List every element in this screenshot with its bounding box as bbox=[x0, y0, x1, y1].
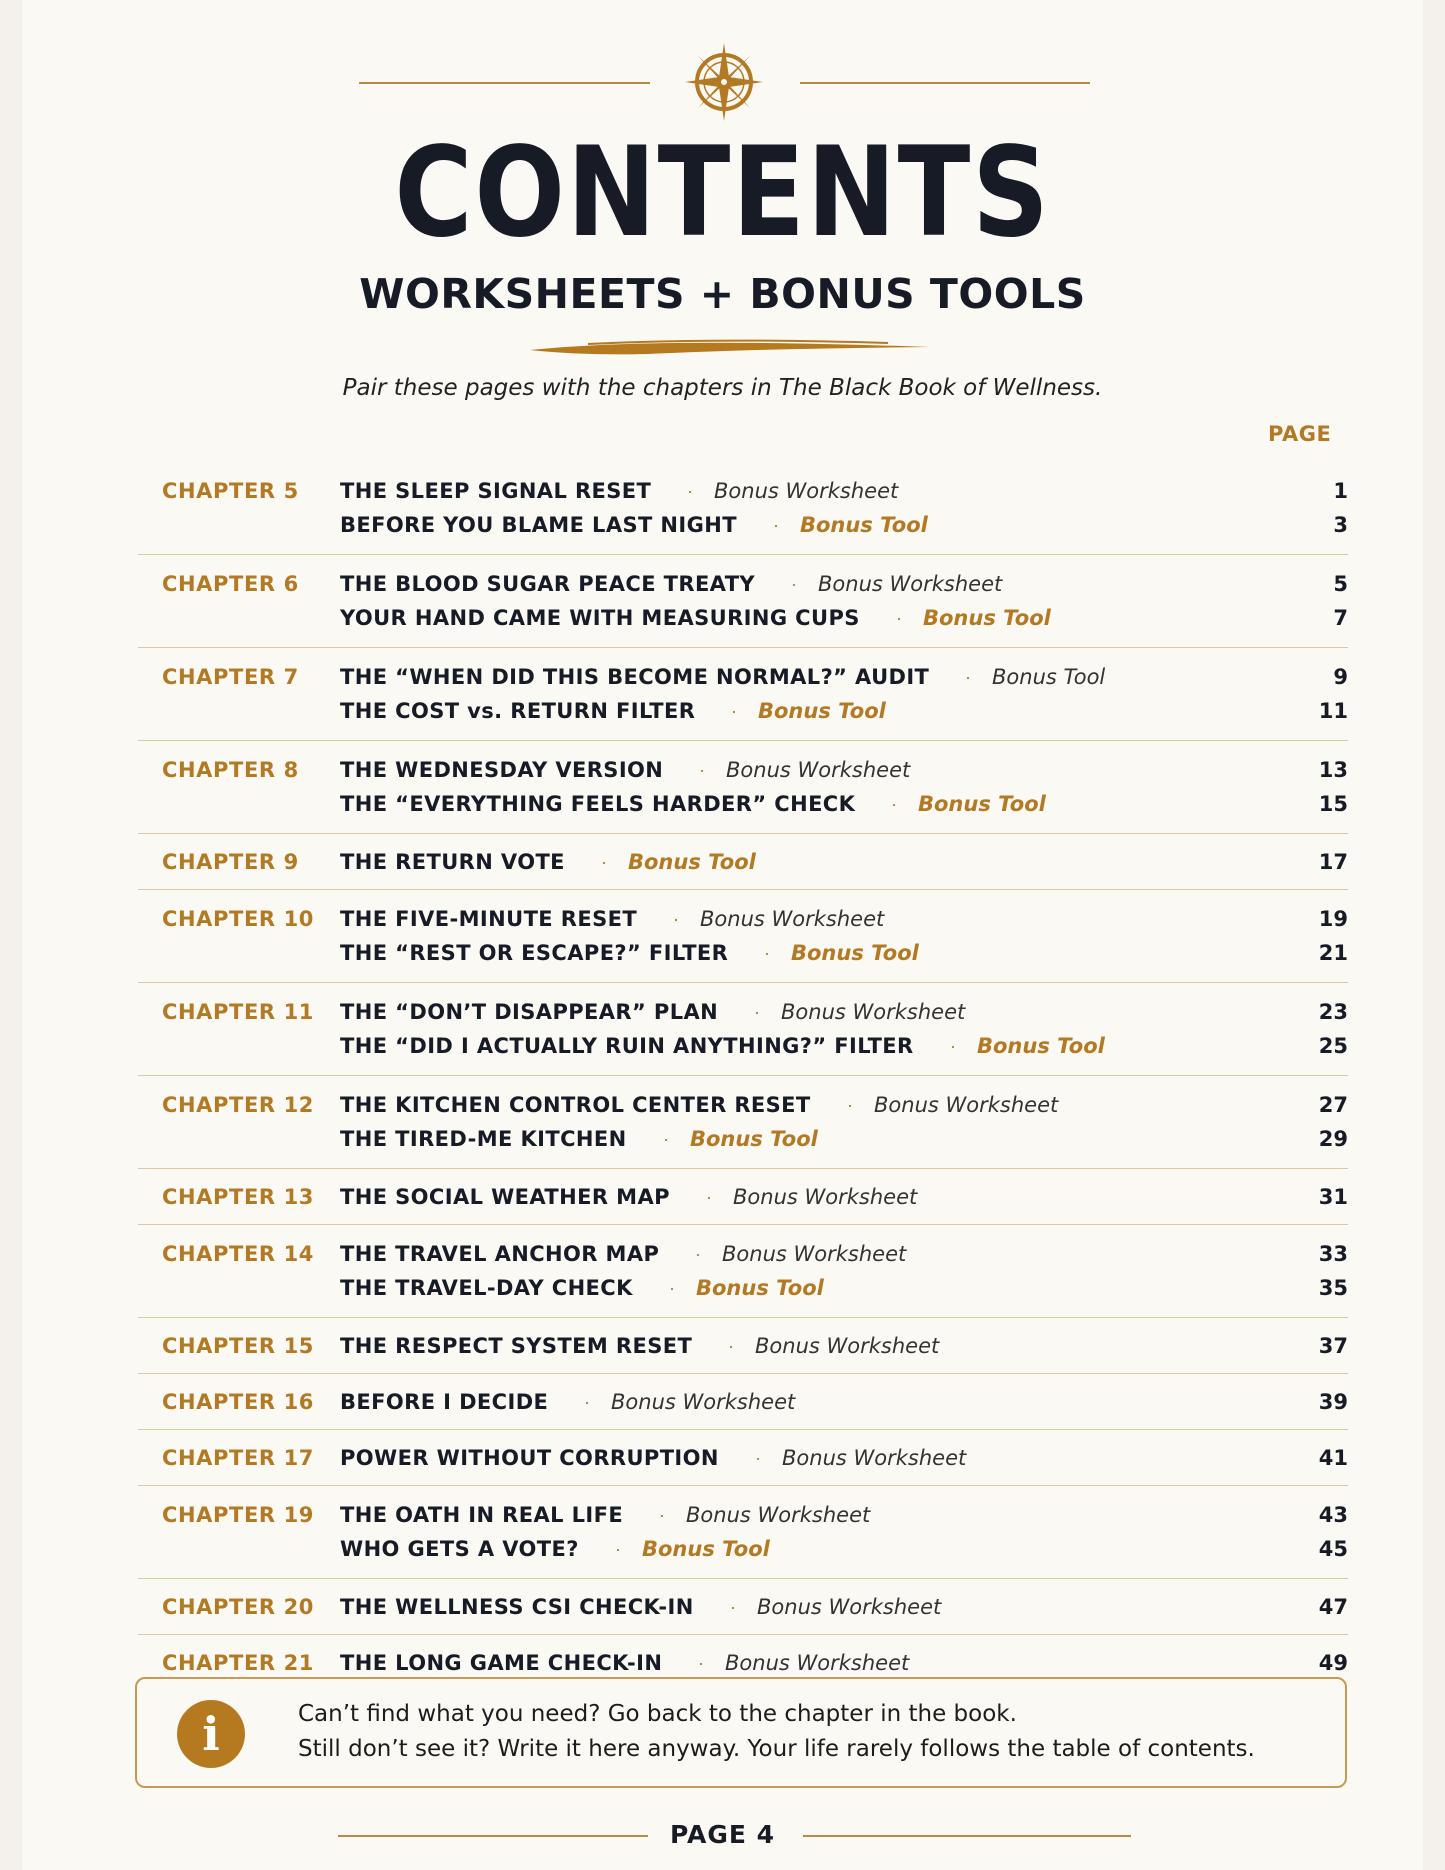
entry-page-number: 45 bbox=[1318, 1537, 1348, 1561]
entry-type: Bonus Tool bbox=[628, 850, 756, 874]
separator-dot: · bbox=[669, 1278, 675, 1298]
toc-entry[interactable] bbox=[138, 508, 1348, 542]
entry-title: THE TIRED-ME KITCHEN bbox=[340, 1127, 627, 1151]
separator-dot: · bbox=[764, 943, 770, 963]
chapter-label: CHAPTER 15 bbox=[162, 1334, 315, 1358]
toc-entry[interactable] bbox=[138, 902, 1348, 936]
info-icon: i bbox=[177, 1700, 245, 1768]
entry-title: THE “WHEN DID THIS BECOME NORMAL?” AUDIT bbox=[340, 665, 930, 689]
toc-entry[interactable] bbox=[138, 995, 1348, 1029]
entry-type: Bonus Worksheet bbox=[782, 1446, 967, 1470]
note-line-2: Still don’t see it? Write it here anyway. Your life rarely follows the table of contents. bbox=[298, 1736, 1255, 1762]
entry-type: Bonus Worksheet bbox=[725, 1651, 910, 1675]
chapter-group bbox=[138, 1374, 1348, 1430]
toc-entry[interactable] bbox=[138, 660, 1348, 694]
chapter-group bbox=[138, 1225, 1348, 1318]
toc-entry[interactable] bbox=[138, 1122, 1348, 1156]
entry-page-number: 47 bbox=[1318, 1595, 1348, 1619]
entry-type: Bonus Worksheet bbox=[781, 1000, 966, 1024]
entry-type: Bonus Worksheet bbox=[818, 572, 1003, 596]
contents-list bbox=[138, 462, 1348, 1690]
chapter-label: CHAPTER 12 bbox=[162, 1093, 315, 1117]
separator-dot: · bbox=[663, 1129, 669, 1149]
entry-title: THE “EVERYTHING FEELS HARDER” CHECK bbox=[340, 792, 856, 816]
entry-page-number: 17 bbox=[1318, 850, 1348, 874]
entry-type: Bonus Tool bbox=[791, 941, 919, 965]
separator-dot: · bbox=[755, 1448, 761, 1468]
chapter-label: CHAPTER 19 bbox=[162, 1503, 315, 1527]
header-rule-right bbox=[800, 82, 1090, 84]
chapter-label: CHAPTER 6 bbox=[162, 572, 299, 596]
chapter-label: CHAPTER 11 bbox=[162, 1000, 315, 1024]
entry-page-number: 23 bbox=[1318, 1000, 1348, 1024]
entry-type: Bonus Tool bbox=[918, 792, 1046, 816]
entry-type: Bonus Tool bbox=[690, 1127, 818, 1151]
toc-entry[interactable] bbox=[138, 1088, 1348, 1122]
chapter-label: CHAPTER 16 bbox=[162, 1390, 315, 1414]
entry-type: Bonus Worksheet bbox=[757, 1595, 942, 1619]
entry-title: THE SOCIAL WEATHER MAP bbox=[340, 1185, 670, 1209]
entry-page-number: 43 bbox=[1318, 1503, 1348, 1527]
entry-type: Bonus Worksheet bbox=[755, 1334, 940, 1358]
entry-type: Bonus Worksheet bbox=[700, 907, 885, 931]
separator-dot: · bbox=[687, 481, 693, 501]
chapter-group bbox=[138, 462, 1348, 555]
entry-page-number: 3 bbox=[1333, 513, 1348, 537]
page-number: PAGE 4 bbox=[669, 1820, 776, 1849]
toc-entry[interactable] bbox=[138, 1329, 1348, 1363]
toc-entry[interactable] bbox=[138, 1237, 1348, 1271]
toc-entry[interactable] bbox=[138, 1029, 1348, 1063]
entry-page-number: 49 bbox=[1318, 1651, 1348, 1675]
chapter-group bbox=[138, 1076, 1348, 1169]
toc-entry[interactable] bbox=[138, 567, 1348, 601]
entry-type: Bonus Worksheet bbox=[733, 1185, 918, 1209]
note-line-1: Can’t find what you need? Go back to the chapter in the book. bbox=[298, 1701, 1017, 1727]
separator-dot: · bbox=[791, 574, 797, 594]
separator-dot: · bbox=[896, 608, 902, 628]
entry-title: THE RESPECT SYSTEM RESET bbox=[340, 1334, 693, 1358]
toc-entry[interactable] bbox=[138, 936, 1348, 970]
entry-type: Bonus Tool bbox=[923, 606, 1051, 630]
entry-title: THE OATH IN REAL LIFE bbox=[340, 1503, 624, 1527]
entry-page-number: 29 bbox=[1318, 1127, 1348, 1151]
entry-type: Bonus Worksheet bbox=[686, 1503, 871, 1527]
separator-dot: · bbox=[728, 1336, 734, 1356]
chapter-group bbox=[138, 1169, 1348, 1225]
chapter-label: CHAPTER 20 bbox=[162, 1595, 315, 1619]
entry-title: THE TRAVEL ANCHOR MAP bbox=[340, 1242, 660, 1266]
entry-title: THE LONG GAME CHECK-IN bbox=[340, 1651, 663, 1675]
entry-page-number: 41 bbox=[1318, 1446, 1348, 1470]
entry-title: THE BLOOD SUGAR PEACE TREATY bbox=[340, 572, 756, 596]
chapter-group bbox=[138, 1486, 1348, 1579]
chapter-label: CHAPTER 5 bbox=[162, 479, 299, 503]
entry-page-number: 35 bbox=[1318, 1276, 1348, 1300]
entry-type: Bonus Tool bbox=[758, 699, 886, 723]
toc-entry[interactable] bbox=[138, 1271, 1348, 1305]
chapter-group bbox=[138, 983, 1348, 1076]
separator-dot: · bbox=[601, 852, 607, 872]
chapter-label: CHAPTER 10 bbox=[162, 907, 315, 931]
chapter-label: CHAPTER 8 bbox=[162, 758, 299, 782]
separator-dot: · bbox=[965, 667, 971, 687]
entry-title: THE “DON’T DISAPPEAR” PLAN bbox=[340, 1000, 719, 1024]
chapter-label: CHAPTER 17 bbox=[162, 1446, 315, 1470]
help-note bbox=[135, 1677, 1347, 1788]
toc-entry[interactable] bbox=[138, 1646, 1348, 1680]
toc-entry[interactable] bbox=[138, 601, 1348, 635]
entry-page-number: 37 bbox=[1318, 1334, 1348, 1358]
entry-type: Bonus Worksheet bbox=[874, 1093, 1059, 1117]
chapter-group bbox=[138, 555, 1348, 648]
entry-title: THE COST vs. RETURN FILTER bbox=[340, 699, 696, 723]
entry-type: Bonus Tool bbox=[696, 1276, 824, 1300]
toc-entry[interactable] bbox=[138, 753, 1348, 787]
chapter-group bbox=[138, 741, 1348, 834]
entry-type: Bonus Worksheet bbox=[726, 758, 911, 782]
entry-type: Bonus Tool bbox=[800, 513, 928, 537]
page-subtitle: WORKSHEETS + BONUS TOOLS bbox=[359, 270, 1086, 318]
entry-title: POWER WITHOUT CORRUPTION bbox=[340, 1446, 719, 1470]
entry-page-number: 15 bbox=[1318, 792, 1348, 816]
chapter-label: CHAPTER 7 bbox=[162, 665, 299, 689]
chapter-group bbox=[138, 834, 1348, 890]
entry-title: THE FIVE-MINUTE RESET bbox=[340, 907, 638, 931]
separator-dot: · bbox=[950, 1036, 956, 1056]
toc-entry[interactable] bbox=[138, 1180, 1348, 1214]
entry-page-number: 11 bbox=[1318, 699, 1348, 723]
entry-title: YOUR HAND CAME WITH MEASURING CUPS bbox=[340, 606, 860, 630]
page-title: CONTENTS bbox=[394, 121, 1051, 265]
entry-title: THE WELLNESS CSI CHECK-IN bbox=[340, 1595, 694, 1619]
entry-type: Bonus Tool bbox=[992, 665, 1106, 689]
chapter-group bbox=[138, 1579, 1348, 1635]
toc-entry[interactable] bbox=[138, 787, 1348, 821]
entry-type: Bonus Worksheet bbox=[722, 1242, 907, 1266]
entry-type: Bonus Worksheet bbox=[611, 1390, 796, 1414]
separator-dot: · bbox=[584, 1392, 590, 1412]
entry-page-number: 21 bbox=[1318, 941, 1348, 965]
chapter-group bbox=[138, 648, 1348, 741]
entry-page-number: 7 bbox=[1333, 606, 1348, 630]
toc-entry[interactable] bbox=[138, 1590, 1348, 1624]
brush-stroke-divider bbox=[528, 338, 932, 358]
entry-type: Bonus Tool bbox=[642, 1537, 770, 1561]
toc-entry[interactable] bbox=[138, 474, 1348, 508]
separator-dot: · bbox=[730, 1597, 736, 1617]
entry-page-number: 13 bbox=[1318, 758, 1348, 782]
chapter-label: CHAPTER 9 bbox=[162, 850, 299, 874]
separator-dot: · bbox=[615, 1539, 621, 1559]
entry-page-number: 19 bbox=[1318, 907, 1348, 931]
entry-page-number: 1 bbox=[1333, 479, 1348, 503]
entry-page-number: 9 bbox=[1333, 665, 1348, 689]
toc-entry[interactable] bbox=[138, 1532, 1348, 1566]
entry-title: THE RETURN VOTE bbox=[340, 850, 565, 874]
entry-title: BEFORE YOU BLAME LAST NIGHT bbox=[340, 513, 737, 537]
entry-page-number: 33 bbox=[1318, 1242, 1348, 1266]
entry-page-number: 25 bbox=[1318, 1034, 1348, 1058]
toc-entry[interactable] bbox=[138, 694, 1348, 728]
entry-title: THE KITCHEN CONTROL CENTER RESET bbox=[340, 1093, 811, 1117]
separator-dot: · bbox=[698, 1653, 704, 1673]
page-column-label: PAGE bbox=[1268, 422, 1332, 446]
entry-title: WHO GETS A VOTE? bbox=[340, 1537, 579, 1561]
toc-entry[interactable] bbox=[138, 1441, 1348, 1475]
toc-entry[interactable] bbox=[138, 1498, 1348, 1532]
chapter-group bbox=[138, 1318, 1348, 1374]
separator-dot: · bbox=[847, 1095, 853, 1115]
toc-entry[interactable] bbox=[138, 1385, 1348, 1419]
header-rule-left bbox=[359, 82, 650, 84]
entry-type: Bonus Worksheet bbox=[714, 479, 899, 503]
chapter-label: CHAPTER 14 bbox=[162, 1242, 315, 1266]
separator-dot: · bbox=[891, 794, 897, 814]
entry-type: Bonus Tool bbox=[977, 1034, 1105, 1058]
separator-dot: · bbox=[659, 1505, 665, 1525]
separator-dot: · bbox=[773, 515, 779, 535]
entry-title: THE WEDNESDAY VERSION bbox=[340, 758, 664, 782]
entry-page-number: 39 bbox=[1318, 1390, 1348, 1414]
entry-title: BEFORE I DECIDE bbox=[340, 1390, 549, 1414]
chapter-group bbox=[138, 1430, 1348, 1486]
entry-page-number: 27 bbox=[1318, 1093, 1348, 1117]
chapter-group bbox=[138, 890, 1348, 983]
entry-title: THE “DID I ACTUALLY RUIN ANYTHING?” FILTER bbox=[340, 1034, 914, 1058]
separator-dot: · bbox=[699, 760, 705, 780]
entry-page-number: 5 bbox=[1333, 572, 1348, 596]
entry-title: THE TRAVEL-DAY CHECK bbox=[340, 1276, 633, 1300]
entry-page-number: 31 bbox=[1318, 1185, 1348, 1209]
entry-title: THE SLEEP SIGNAL RESET bbox=[340, 479, 652, 503]
separator-dot: · bbox=[695, 1244, 701, 1264]
separator-dot: · bbox=[673, 909, 679, 929]
compass-rose-icon bbox=[683, 41, 765, 123]
intro-text: Pair these pages with the chapters in The Black Book of Wellness. bbox=[342, 375, 1103, 401]
separator-dot: · bbox=[754, 1002, 760, 1022]
separator-dot: · bbox=[706, 1187, 712, 1207]
separator-dot: · bbox=[731, 701, 737, 721]
toc-entry[interactable] bbox=[138, 845, 1348, 879]
entry-title: THE “REST OR ESCAPE?” FILTER bbox=[340, 941, 729, 965]
chapter-label: CHAPTER 13 bbox=[162, 1185, 315, 1209]
chapter-label: CHAPTER 21 bbox=[162, 1651, 315, 1675]
